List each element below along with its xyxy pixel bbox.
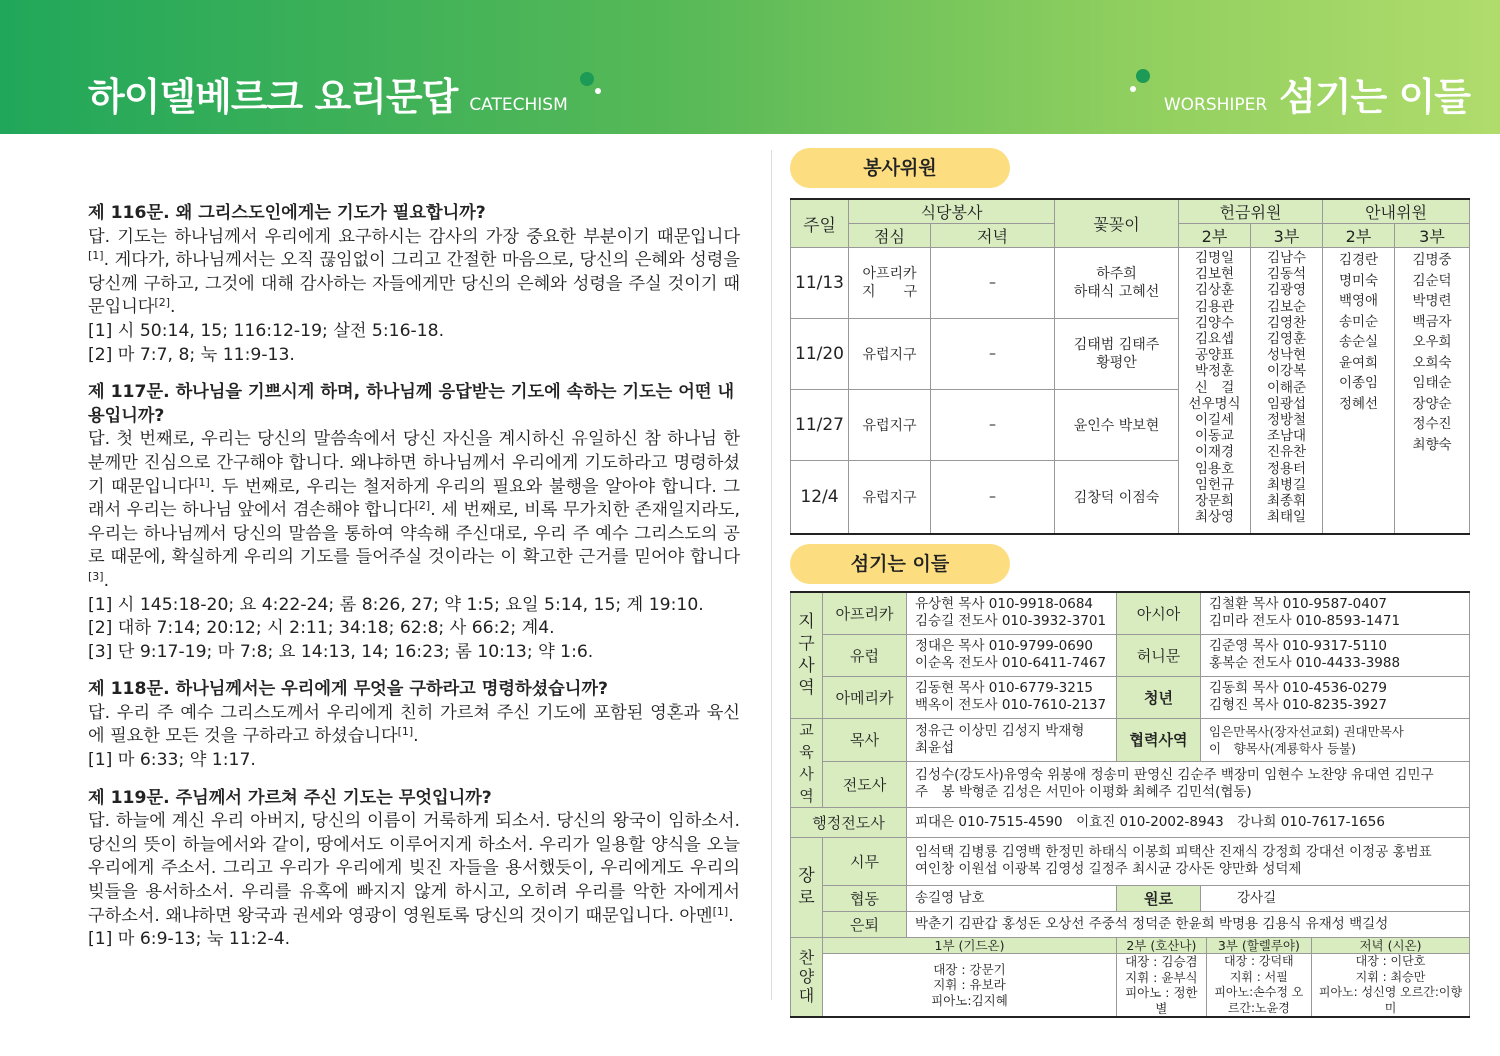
scripture-reference: [2] 대하 7:14; 20:12; 시 2:11; 34:18; 62:8; 사 66:2; 계4. bbox=[88, 618, 555, 639]
asia-contacts: 김철환 목사 010-9587-0407 김미라 전도사 010-8593-1471 bbox=[1201, 592, 1470, 634]
green-dot-icon bbox=[1136, 69, 1150, 83]
europe-contacts: 정대은 목사 010-9799-0690 이순옥 전도사 010-6411-7467 bbox=[907, 634, 1117, 676]
choir-name: 2부 (호산나) bbox=[1117, 937, 1207, 954]
scripture-reference: [1] 마 6:9-13; 눅 11:2-4. bbox=[88, 929, 291, 950]
volunteers-table bbox=[790, 198, 1470, 535]
col-dinner: 저녁 bbox=[931, 224, 1055, 248]
row-flower: 하주희 하태식 고혜선 bbox=[1055, 248, 1179, 319]
admin-contacts: 피대은 010-7515-4590 이효진 010-2002-8943 강나희 010-7617-1656 bbox=[907, 807, 1470, 837]
scripture-reference: [1] 마 6:33; 약 1:17. bbox=[88, 750, 256, 771]
col-offer-3: 3부 bbox=[1251, 224, 1323, 248]
answer-segment: . bbox=[413, 726, 419, 747]
africa-contacts: 유상현 목사 010-9918-0684 김승길 전도사 010-3932-3701 bbox=[907, 592, 1117, 634]
america-contacts: 김동현 목사 010-6779-3215 백옥이 전도사 010-7610-2137 bbox=[907, 676, 1117, 718]
catechism-section bbox=[88, 202, 740, 952]
choir-name: 3부 (할렐루야) bbox=[1206, 937, 1311, 954]
servers-table bbox=[790, 591, 1470, 1018]
row-date: 11/20 bbox=[791, 319, 849, 390]
assoc-label: 협동 bbox=[823, 885, 907, 911]
row-flower: 김창덕 이점숙 bbox=[1055, 461, 1179, 534]
coop-label: 협력사역 bbox=[1117, 718, 1201, 762]
footnote-mark: [1] bbox=[88, 249, 104, 263]
answer-segment: . bbox=[103, 570, 110, 591]
servers-heading: 섬기는 이들 bbox=[790, 544, 1010, 584]
answer-segment: . bbox=[728, 905, 734, 926]
row-dinner: – bbox=[931, 248, 1055, 319]
active-label: 시무 bbox=[823, 837, 907, 885]
white-dot-icon bbox=[595, 88, 601, 94]
footnote-mark: [2] bbox=[414, 499, 431, 513]
row-dinner: – bbox=[931, 319, 1055, 390]
elder-label: 장 로 bbox=[791, 837, 823, 937]
admin-label: 행정전도사 bbox=[791, 807, 907, 837]
answer-segment: . 세 번째로, 비록 무가치한 존재일지라도, 우리는 하나님께서 당신의 말씀을 통하여 약속해 주신대로, 우리 주 예수 그리스도의 공로 때문에, 확실하게 우리의 기도를 들어주실 것이라는 이 확고한 근거를 믿어야 합니다 bbox=[88, 500, 740, 568]
retired-label: 은퇴 bbox=[823, 911, 907, 937]
left-title bbox=[88, 66, 568, 121]
answer-text bbox=[88, 702, 740, 749]
left-subtitle: CATECHISM bbox=[469, 95, 568, 115]
honeymoon-contacts: 김준영 목사 010-9317-5110 홍복순 전도사 010-4433-3988 bbox=[1201, 634, 1470, 676]
emeritus-elders: 강사길 bbox=[1201, 885, 1470, 911]
row-dinner: – bbox=[931, 390, 1055, 461]
offering-2-list: 김명일 김보현 김상훈 김용관 김양수 김요셉 공양표 박정훈 신 걸 선우명식 이길세 이동교 이재경 임용호 임헌규 장문희 최상영 bbox=[1179, 248, 1251, 534]
assoc-elders: 송길영 남호 bbox=[907, 885, 1117, 911]
guide-3-list: 김명중 김순덕 박명련 백금자 오우희 오희숙 임태순 장양순 정수진 최향숙 bbox=[1395, 248, 1470, 534]
answer-segment: 답. 우리 주 예수 그리스도께서 우리에게 친히 가르쳐 주신 기도에 포함된 영혼과 육신에 필요한 모든 것을 구하라고 하셨습니다 bbox=[88, 702, 740, 747]
col-offering: 헌금위원 bbox=[1179, 199, 1323, 224]
choir-staff: 대장 : 김승겸 지휘 : 윤부식 피아노 : 정한별 bbox=[1117, 954, 1207, 1018]
evangelist-names: 김성수(강도사)유영숙 위봉애 정송미 판영신 김순주 백장미 임현수 노찬양 유대연 김민구 주 봉 박형준 김성은 서민아 이평화 최혜주 김민석(협동) bbox=[907, 762, 1470, 807]
answer-segment: 답. 하늘에 계신 우리 아버지, 당신의 이름이 거룩하게 되소서. 당신의 왕국이 임하소서. 당신의 뜻이 하늘에서와 같이, 땅에서도 이루어지게 하소서. 우리가 일용할 양식을 오늘 우리에게 주소서. 그리고 우리가 우리에게 빚진 자들을 용서했듯이, 우리에게도 우리의 빚들을 용서하소서. 우리를 유혹에 빠지지 않게 하시고, 오히려 우리를 악한 자에게서 구하소서. 왜냐하면 왕국과 권세와 영광이 영원토록 당신의 것이기 때문입니다. 아멘 bbox=[88, 811, 740, 926]
col-lunch: 점심 bbox=[849, 224, 931, 248]
footnote-mark: [3] bbox=[88, 569, 104, 583]
left-title-text: 하이델베르크 요리문답 bbox=[88, 75, 458, 119]
choir-staff: 대장 : 강문기 지휘 : 유보라 피아노:김지혜 bbox=[823, 954, 1117, 1018]
scripture-reference: [1] 시 50:14, 15; 116:12-19; 살전 5:16-18. bbox=[88, 320, 445, 341]
row-flower: 윤인수 박보현 bbox=[1055, 390, 1179, 461]
page-divider bbox=[771, 150, 772, 1000]
col-guide-2: 2부 bbox=[1323, 224, 1395, 248]
answer-text bbox=[88, 226, 740, 320]
answer-segment: 답. 기도는 하나님께서 우리에게 요구하시는 감사의 가장 중요한 부분이기 때문입니다 bbox=[88, 226, 740, 247]
retired-elders: 박춘기 김판갑 홍성돈 오상선 주중석 정덕준 한윤희 박명용 김용식 유재성 백길성 bbox=[907, 911, 1470, 937]
question-heading: 제 119문. 주님께서 가르쳐 주신 기도는 무엇입니까? bbox=[88, 787, 492, 808]
col-date: 주일 bbox=[791, 199, 849, 248]
footnote-mark: [1] bbox=[712, 904, 729, 918]
scripture-reference: [1] 시 145:18-20; 요 4:22-24; 롬 8:26, 27; 약 1:5; 요일 5:14, 15; 계 19:10. bbox=[88, 594, 704, 615]
answer-segment: 답. 첫 번째로, 우리는 당신의 말씀속에서 당신 자신을 계시하신 유일하신 참 하나님 한 분께만 진심으로 간구해야 합니다. 왜냐하면 하나님께서 우리에게 기도하라고 명령하셨기 때문입니다 bbox=[88, 429, 740, 497]
row-lunch: 유럽지구 bbox=[849, 461, 931, 534]
europe-label: 유럽 bbox=[823, 634, 907, 676]
question-heading: 제 118문. 하나님께서는 우리에게 무엇을 구하라고 명령하셨습니까? bbox=[88, 679, 608, 700]
scripture-reference: [3] 단 9:17-19; 마 7:8; 요 14:13, 14; 16:23; 롬 10:13; 약 1:6. bbox=[88, 641, 594, 662]
col-guide-3: 3부 bbox=[1395, 224, 1470, 248]
choir-staff: 대장 : 이단호 지휘 : 최승만 피아노: 성신영 오르간:이향미 bbox=[1312, 954, 1470, 1018]
footnote-mark: [1] bbox=[194, 475, 210, 489]
choir-name: 1부 (기드온) bbox=[823, 937, 1117, 954]
pastor-names: 정유근 이상민 김성지 박재형 최윤섭 bbox=[907, 718, 1117, 762]
region-label: 지 구 사 역 bbox=[791, 592, 823, 718]
coop-names: 임은만목사(장자선교회) 권대만목사 이 향목사(계룡학사 등불) bbox=[1201, 718, 1470, 762]
america-label: 아메리카 bbox=[823, 676, 907, 718]
question-heading: 제 117문. 하나님을 기쁘시게 하며, 하나님께 응답받는 기도에 속하는 기도는 어떤 내용입니까? bbox=[88, 382, 735, 426]
honeymoon-label: 허니문 bbox=[1117, 634, 1201, 676]
footnote-mark: [2] bbox=[154, 296, 171, 310]
pastor-label: 목사 bbox=[823, 718, 907, 762]
question-heading: 제 116문. 왜 그리스도인에게는 기도가 필요합니까? bbox=[88, 203, 486, 223]
answer-segment: . 게다가, 하나님께서는 오직 끊임없이 그리고 간절한 마음으로, 당신의 은혜와 성령을 당신께 구하고, 그것에 대해 감사하는 자들에게만 당신의 은혜와 성령을 주실 것이기 때문입니다 bbox=[88, 250, 740, 318]
active-elders: 임석택 김병룡 김영백 한정민 하태식 이봉희 피택산 진재식 강정희 강대선 이정공 홍범표 여인창 이원섭 이광복 김영성 길정주 최시균 강사돈 양만화 성덕제 bbox=[907, 837, 1470, 885]
col-guide: 안내위원 bbox=[1323, 199, 1470, 224]
row-lunch: 유럽지구 bbox=[849, 390, 931, 461]
volunteers-heading: 봉사위원 bbox=[790, 148, 1010, 188]
header-banner bbox=[0, 0, 1500, 134]
row-lunch: 유럽지구 bbox=[849, 319, 931, 390]
choir-label: 찬 양 대 bbox=[791, 937, 823, 1017]
offering-3-list: 김남수 김동석 김광영 김보순 김영찬 김영훈 성낙현 이강복 이해준 임광섭 정방철 조남대 진유찬 정용터 최병길 최종휘 최태일 bbox=[1251, 248, 1323, 534]
edu-label: 교육 사역 bbox=[791, 718, 823, 807]
col-flower: 꽃꽂이 bbox=[1055, 199, 1179, 248]
asia-label: 아시아 bbox=[1117, 592, 1201, 634]
white-dot-icon bbox=[1130, 86, 1136, 92]
africa-label: 아프리카 bbox=[823, 592, 907, 634]
youth-label: 청년 bbox=[1117, 676, 1201, 718]
answer-segment: . 두 번째로, 우리는 철저하게 우리의 필요와 불행을 알아야 합니다. 그래서 우리는 하나님 앞에서 겸손해야 합니다 bbox=[88, 476, 741, 521]
evangelist-label: 전도사 bbox=[823, 762, 907, 807]
answer-segment: . bbox=[170, 297, 176, 318]
footnote-mark: [1] bbox=[397, 725, 414, 739]
row-date: 11/13 bbox=[791, 248, 849, 319]
choir-staff: 대장 : 강덕태 지휘 : 서필 피아노:손수정 오르간:노윤경 bbox=[1206, 954, 1311, 1018]
right-title-text: 섬기는 이들 bbox=[1279, 75, 1470, 119]
right-title bbox=[1164, 66, 1470, 121]
green-dot-icon bbox=[580, 72, 594, 86]
row-dinner: – bbox=[931, 461, 1055, 534]
scripture-reference: [2] 마 7:7, 8; 눅 11:9-13. bbox=[88, 344, 295, 365]
row-date: 11/27 bbox=[791, 390, 849, 461]
row-flower: 김태범 김태주 황평안 bbox=[1055, 319, 1179, 390]
row-date: 12/4 bbox=[791, 461, 849, 534]
answer-text bbox=[88, 810, 740, 928]
col-meal: 식당봉사 bbox=[849, 199, 1055, 224]
right-subtitle: WORSHIPER bbox=[1163, 95, 1268, 115]
guide-2-list: 김경란 명미숙 백영애 송미순 송순실 윤여희 이종임 정혜선 bbox=[1323, 248, 1395, 534]
choir-name: 저녁 (시온) bbox=[1312, 937, 1470, 954]
answer-text bbox=[88, 428, 740, 593]
youth-contacts: 김동희 목사 010-4536-0279 김형진 목사 010-8235-3927 bbox=[1201, 676, 1470, 718]
row-lunch: 아프리카 지 구 bbox=[849, 248, 931, 319]
emeritus-label: 원로 bbox=[1117, 885, 1201, 911]
col-offer-2: 2부 bbox=[1179, 224, 1251, 248]
